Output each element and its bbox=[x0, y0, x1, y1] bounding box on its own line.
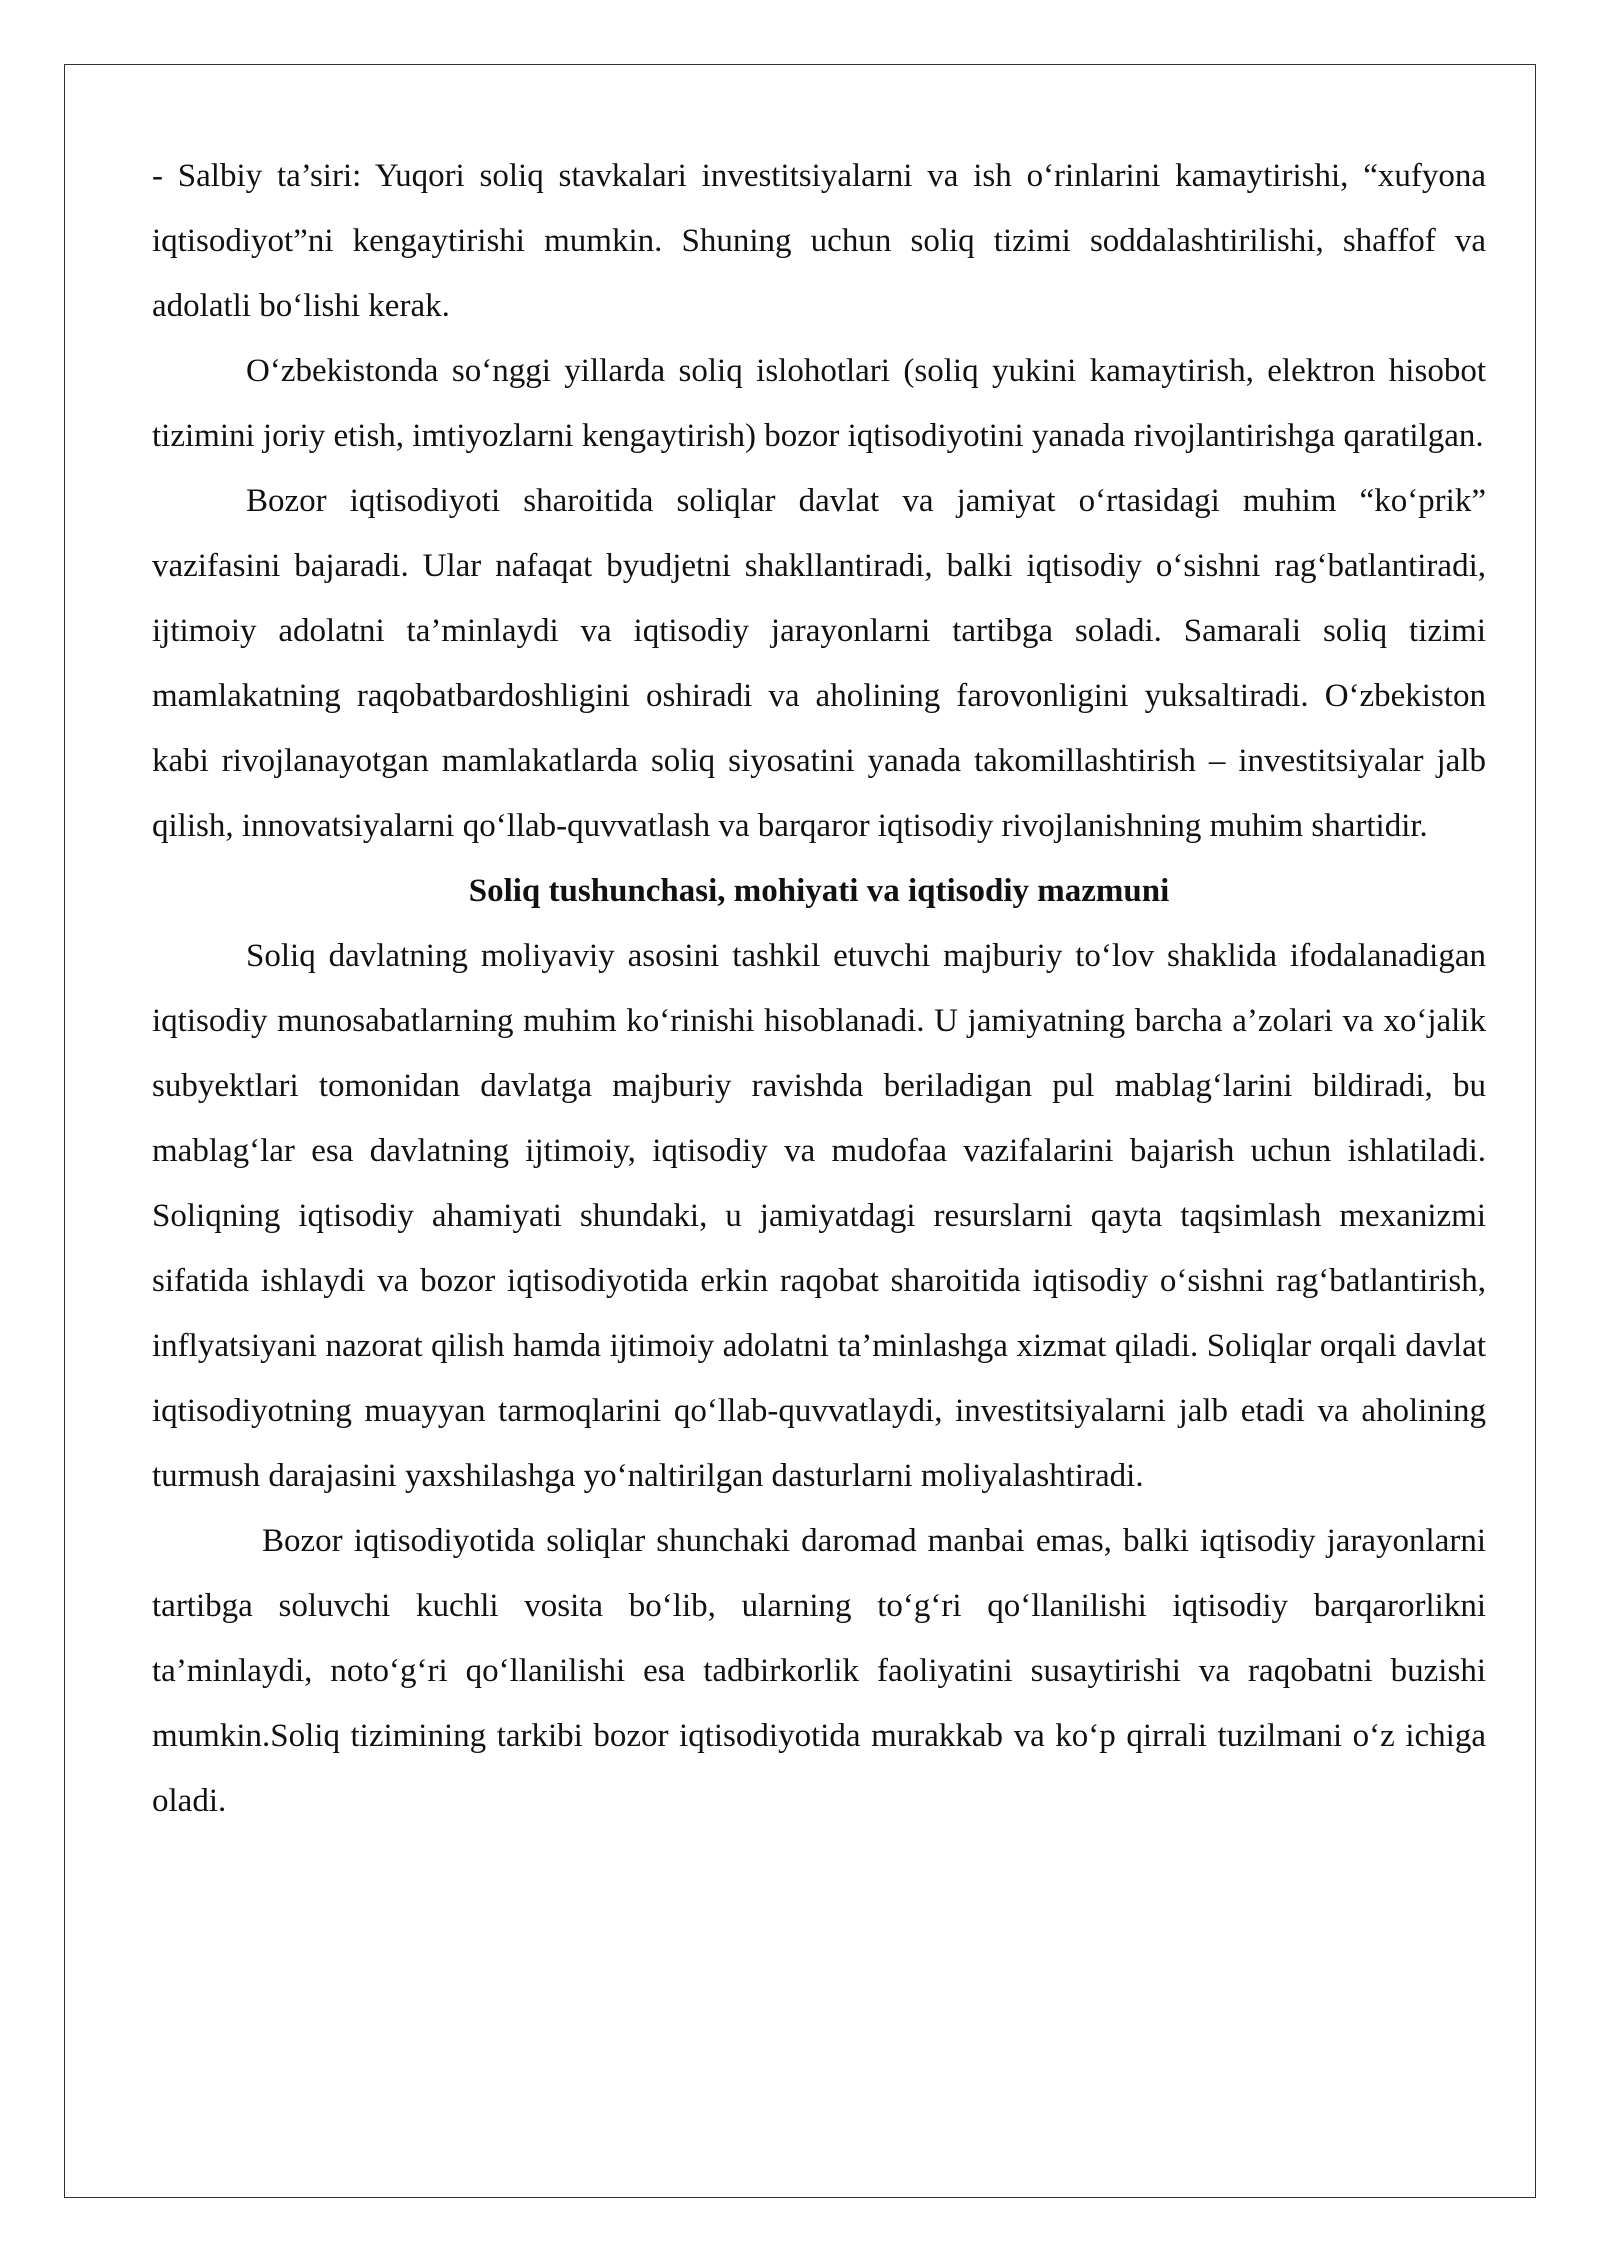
section-heading: Soliq tushunchasi, mohiyati va iqtisodiy mazmuni bbox=[468, 873, 1170, 909]
paragraph-tax-reforms: O‘zbekistonda so‘nggi yillarda soliq islohotlari (soliq yukini kamaytirish, elektron hisobot tizimini joriy etish, imtiyozlarni kengaytirish) bozor iqtisodiyotini yanada rivojlantirishga qaratilgan. bbox=[152, 353, 1486, 454]
paragraph-tax-definition: Soliq davlatning moliyaviy asosini tashkil etuvchi majburiy to‘lov shaklida ifodalanadigan iqtisodiy munosabatlarning muhim ko‘rinishi hisoblanadi. U jamiyatning barcha a’zolari va xo‘jalik subyektlari tomonidan davlatga majburiy ravishda beriladigan pul mablag‘larini bildiradi, bu mablag‘lar esa davlatning ijtimoiy, iqtisodiy va mudofaa vazifalarini bajarish uchun ishlatiladi. Soliqning iqtisodiy ahamiyati shundaki, u jamiyatdagi resurslarni qayta taqsimlash mexanizmi sifatida ishlaydi va bozor iqtisodiyotida erkin raqobat sharoitida iqtisodiy o‘sishni rag‘batlantirish, inflyatsiyani nazorat qilish hamda ijtimoiy adolatni ta’minlashga xizmat qiladi. Soliqlar orqali davlat iqtisodiyotning muayyan tarmoqlarini qo‘llab-quvvatlaydi, investitsiyalarni jalb etadi va aholining turmush darajasini yaxshilashga yo‘naltirilgan dasturlarni moliyalashtiradi. bbox=[152, 938, 1486, 1494]
document-body bbox=[152, 144, 1486, 1834]
paragraph-tax-bridge: Bozor iqtisodiyoti sharoitida soliqlar davlat va jamiyat o‘rtasidagi muhim “ko‘prik” vazifasini bajaradi. Ular nafaqat byudjetni shakllantiradi, balki iqtisodiy o‘sishni rag‘batlantiradi, ijtimoiy adolatni ta’minlaydi va iqtisodiy jarayonlarni tartibga soladi. Samarali soliq tizimi mamlakatning raqobatbardoshligini oshiradi va aholining farovonligini yuksaltiradi. O‘zbekiston kabi rivojlanayotgan mamlakatlarda soliq siyosatini yanada takomillashtirish – investitsiyalar jalb qilish, innovatsiyalarni qo‘llab-quvvatlash va barqaror iqtisodiy rivojlanishning muhim shartidir. bbox=[152, 483, 1486, 844]
paragraph-tax-regulation: Bozor iqtisodiyotida soliqlar shunchaki daromad manbai emas, balki iqtisodiy jarayonlarni tartibga soluvchi kuchli vosita bo‘lib, ularning to‘g‘ri qo‘llanilishi iqtisodiy barqarorlikni ta’minlaydi, noto‘g‘ri qo‘llanilishi esa tadbirkorlik faoliyatini susaytirishi va raqobatni buzishi mumkin.Soliq tizimining tarkibi bozor iqtisodiyotida murakkab va ko‘p qirrali tuzilmani o‘z ichiga oladi. bbox=[152, 1523, 1486, 1819]
paragraph-negative-effect: - Salbiy ta’siri: Yuqori soliq stavkalari investitsiyalarni va ish o‘rinlarini kamaytirishi, “xufyona iqtisodiyot”ni kengaytirishi mumkin. Shuning uchun soliq tizimi soddalashtirilishi, shaffof va adolatli bo‘lishi kerak. bbox=[152, 158, 1486, 324]
